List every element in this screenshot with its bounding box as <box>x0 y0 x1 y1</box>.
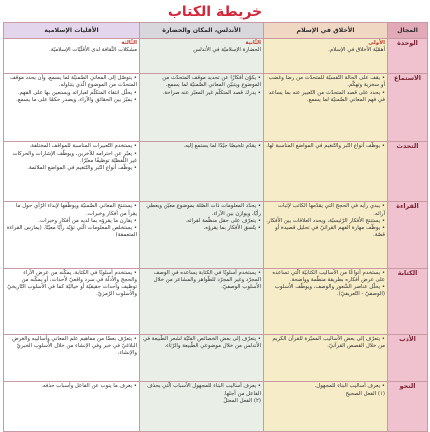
objective-text: (٢) الفعل المعتلّ <box>223 397 261 404</box>
cell-unit-1 <box>264 382 388 432</box>
objective-text: • يستخدم التّعبيرات المناسبة للمواقف المختلفة. <box>29 143 137 150</box>
objective-text: • يوظّف أنواع النّبر والتّنغيم في المواضع الملائمة. <box>27 165 137 172</box>
row-domain-label: النحو <box>388 382 428 432</box>
cell-unit-1 <box>264 74 388 142</box>
objective-text: • يستخدم أسلوبًا في الكتابة يساعده في الوصف المجرّد وغير المجرّد للظّواهر والمشاعر من خلال الأسلوب الوصفيّ. <box>153 269 261 290</box>
objective-text: • يتعرّف إلى بعض الأساليب المميّزة للقرآن الكريم من خلال القصص القرآنيّ. <box>272 335 385 349</box>
cell-unit-2 <box>140 268 264 334</box>
objective-text: الحضارة الإسلاميّة في الأندلس <box>193 47 261 54</box>
objective-text: • يقارن ما يقرؤه بما لديه من أفكار وخبرات. <box>38 217 137 224</box>
objective-text: أهمّيّة الأخلاق في الإسلام. <box>328 47 385 54</box>
objective-text: • يبدي رأيه في الحجج التي يقدّمها الكاتب لإثبات آرائه. <box>277 203 385 217</box>
cell-unit-2 <box>140 39 264 74</box>
objective-text: • يميّز بين الحقائق والآراء، ويصدر حكمًا على ما يسمع. <box>16 96 137 103</box>
objective-text: • يدرك قصد المتكلّم غير المعبّر عنه صراحة. <box>162 89 261 96</box>
table-row <box>4 334 428 382</box>
objective-text: • يستخدم أسلوبًا في الكتابة، يمكّنه من عرض الآراء والحجج والأدلّة في سرد واقعيّ لأحداث، أو يمكّنه من توظيف وأحداث حقيقيّة أو خياليّة كما في الأسلوب التّاريخيّ والأسلوب الرّمزيّ. <box>7 269 137 298</box>
cell-unit-3 <box>4 142 140 202</box>
cell-unit-3 <box>4 74 140 142</box>
row-domain-label: الكتابة <box>388 268 428 334</box>
cell-unit-3 <box>4 202 140 268</box>
objective-text: • يتعرّف إلى بعض الخصائص الفنّيّة لشعر الطّبيعة في الأندلس من خلال موضوعي الطّبيعة والرّثاء. <box>143 335 261 349</box>
objective-text: • يستخدم أنواعًا من الأساليب الكتابيّة الّتي تساعده على عرض أفكاره بطريقة منظّمة وواضحة. <box>272 269 385 283</box>
objective-text: • يتّسق الأفكار بما يقرؤه. <box>203 224 261 231</box>
objective-text: • يحلّل انتقاء المتكلّم لعباراته ويستعين بها على الفهم. <box>17 89 137 96</box>
objective-text: • يكوّن أفكارًا عن تحديد موقف المتحدّث من الموضوع ويتبيّن المعاني الضّمنيّة لما يسمع. <box>162 75 261 89</box>
objective-text: • يحدد على قصد المتحدّث من التّعبير عنه بما يساعد في فهم المعاني الضّمنيّة لما يسمع. <box>268 89 385 103</box>
cell-unit-2 <box>140 202 264 268</box>
objective-text: • يحدّد المعلومات ذات الصّلة بموضوع معيّن ويعطي رأيًا، ويوازن بين الآراء. <box>146 203 261 217</box>
cell-unit-1 <box>264 142 388 202</box>
cell-unit-1 <box>264 39 388 74</box>
row-domain-label: الوحدة <box>388 39 428 74</box>
objective-text: • يحلّل عناصر الشّعور والوصف، ويوظّف الأسلوب (الوصفيّ - التّعريفيّ). <box>274 283 385 298</box>
cell-unit-2 <box>140 74 264 142</box>
table-row <box>4 382 428 432</box>
unit-number-label: الثّانية <box>245 40 261 46</box>
table-header-row <box>4 23 428 39</box>
row-domain-label: التحدث <box>388 142 428 202</box>
objective-text: • يتعرّف بعضًا من مفاهيم علم المعاني وأساليبه والغرض البلاغيّ في خبر وفي الإنشاء من خلال الأسلوب الخبريّ والإنشاء. <box>12 335 137 357</box>
table-row <box>4 268 428 334</box>
book-map-table <box>3 22 428 432</box>
objective-text: • يقف على الحالة النّفسيّة للمتحدّث من رضا وغضب أو سخرية وتهكّم. <box>268 75 385 89</box>
objective-text: • يقدّم تلخيصًا جيّدًا لما يستمع إليه. <box>183 143 261 150</box>
header-unit-2: الأندلس، المكان والحضارة <box>140 23 264 39</box>
objective-text: • يعرف أساليب البناء للمجهول. <box>314 383 385 390</box>
page-title: خريطة الكتاب <box>167 4 263 20</box>
header-domain: المجال <box>388 23 428 39</box>
row-domain-label: الأدب <box>388 334 428 382</box>
cell-unit-2 <box>140 142 264 202</box>
cell-unit-1 <box>264 334 388 382</box>
unit-number-label: الأولى <box>368 40 385 46</box>
cell-unit-3 <box>4 39 140 74</box>
header-unit-3: الأقليات الإسلامية <box>4 23 140 39</box>
objective-text: • يعبّر عن احترامه للآخرين، ويوظّف الإشارات والحركات غير اللّفظيّة توظيفًا معبّرًا. <box>12 150 137 164</box>
cell-unit-3 <box>4 334 140 382</box>
header-unit-1: الأخلاق في الإسلام <box>264 23 388 39</box>
table-row <box>4 142 428 202</box>
cell-unit-2 <box>140 334 264 382</box>
cell-unit-3 <box>4 382 140 432</box>
cell-unit-3 <box>4 268 140 334</box>
table-row <box>4 74 428 142</box>
cell-unit-1 <box>264 202 388 268</box>
objective-text: • يوظّف أنواع النّبر والتّنغيم في المواضع المناسبة لها. <box>266 143 385 150</box>
table-row <box>4 39 428 74</box>
objective-text: • يوظّف مهارة الفهم القرائيّ في تحليل قصيدة أو قصّة. <box>275 224 385 239</box>
objective-text: (١) الفعل الصحيح <box>345 390 385 397</box>
row-domain-label: القراءة <box>388 202 428 268</box>
objective-text: • يستنتج الأفكار الرّئيسيّة، ويحدد العلاقات بين الأفكار. <box>266 217 385 224</box>
objective-text: • يتعرّف على حقل منظّمة لقرائه. <box>185 217 261 224</box>
cell-unit-1 <box>264 268 388 334</box>
row-domain-label: الاستماع <box>388 74 428 142</box>
table-row <box>4 202 428 268</box>
objective-text: • يعرف أساليب البناء للمجهول الأسباب الّتي يحذف الفاعل من أجلها. <box>147 383 261 397</box>
objective-text: • يتوصّل إلى المعاني الضّمنيّة لما يسمع، وأن يحدد موقف المتحدّث من الموضوع الّذي يتناوله. <box>10 75 137 89</box>
objective-text: • يستخلص المعلومات الّتي تؤيّد رأيًا معيّنًا. (يمارس القراءة المتعمقة) <box>6 224 137 239</box>
unit-number-label: الثّالثة <box>121 40 137 46</box>
cell-unit-2 <box>140 382 264 432</box>
objective-text: • يستنتج المعاني الضّمنيّة ويوظّفها لإبداء الرّأي حول ما يقرأ من أفكار وخبرات. <box>16 203 137 217</box>
objective-text: • يعرف ما ينوب عن الفاعل وأسباب حذفه. <box>41 383 137 390</box>
objective-text: مشكلات الثّقافة لدى الأقلّيّات الإسلاميّة. <box>49 47 137 54</box>
